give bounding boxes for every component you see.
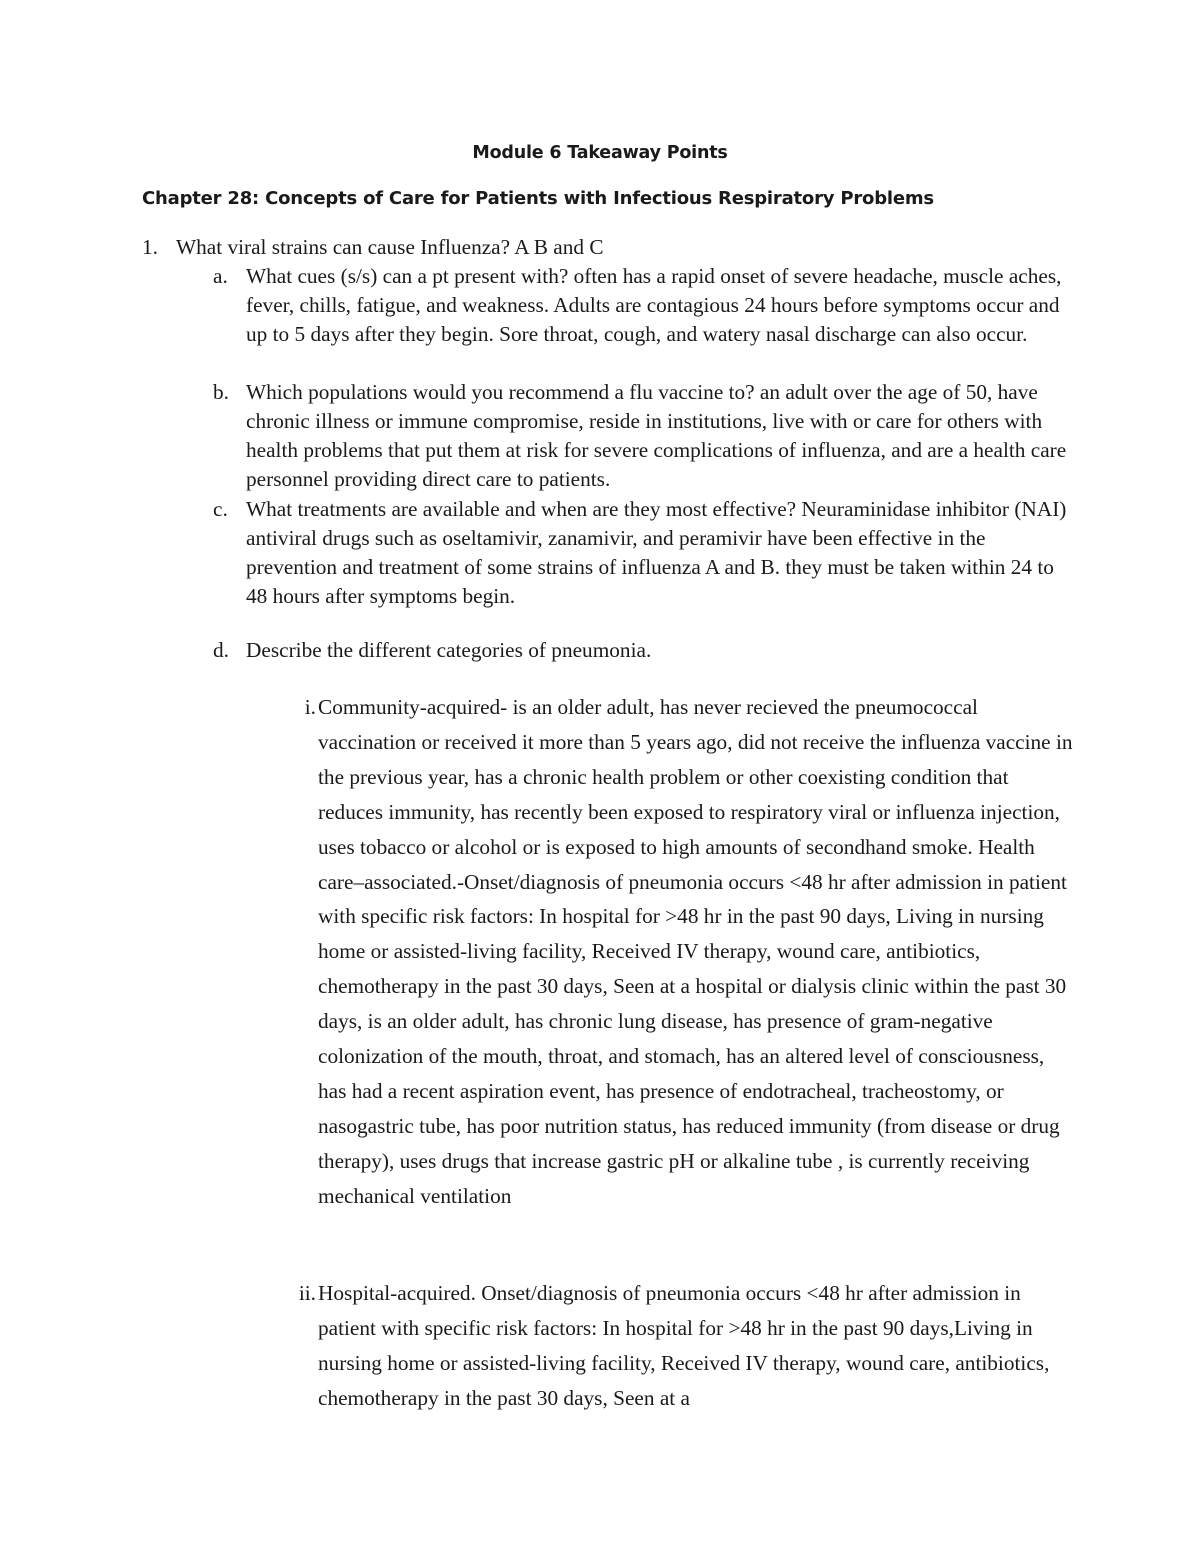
sub-item-text: Describe the different categories of pneumonia. [246,638,652,662]
roman-item-text: Community-acquired- is an older adult, has never recieved the pneumococcal vaccination or received it more than 5 years ago, did not receive the influenza vaccine in the previous year, has a chronic health problem or other coexisting condition that reduces immunity, has recently been exposed to respiratory viral or influenza injection, uses tobacco or alcohol or is exposed to high amounts of secondhand smoke. Health care–associated.-Onset/diagnosis of pneumonia occurs <48 hr after admission in patient with specific risk factors: In hospital for >48 hr in the past 90 days, Living in nursing home or assisted-living facility, Received IV therapy, wound care, antibiotics, chemotherapy in the past 30 days, Seen at a hospital or dialysis clinic within the past 30 days, is an older adult, has chronic lung disease, has presence of gram-negative colonization of the mouth, throat, and stomach, has an altered level of consciousness, has had a recent aspiration event, has presence of endotracheal, tracheostomy, or nasogastric tube, has poor nutrition status, has reduced immunity (from disease or drug therapy), uses drugs that increase gastric pH or alkaline tube , is currently receiving mechanical ventilation [318,695,1073,1208]
roman-item-text: Hospital-acquired. Onset/diagnosis of pneumonia occurs <48 hr after admission in patient with specific risk factors: In hospital for >48 hr in the past 90 days,Living in nursing home or assisted-living facility, Received IV therapy, wound care, antibiotics, chemotherapy in the past 30 days, Seen at a [318,1281,1050,1410]
sub-item-text: What treatments are available and when are they most effective? Neuraminidase inhibitor (NAI) antiviral drugs such as oseltamivir, zanamivir, and peramivir have been effective in the prevention and treatment of some strains of influenza A and B. they must be taken within 24 to 48 hours after symptoms begin. [246,497,1067,609]
sub-item-marker: a. [213,264,228,288]
sub-item-marker: b. [213,380,229,404]
sub-item-a [213,262,1073,349]
sub-item-b [213,378,1073,494]
roman-item-i [284,690,1074,1214]
chapter-heading: Chapter 28: Concepts of Care for Patients with Infectious Respiratory Problems [142,188,934,209]
sub-item-text: Which populations would you recommend a flu vaccine to? an adult over the age of 50, have chronic illness or immune compromise, reside in institutions, live with or care for others with health problems that put them at risk for severe complications of influenza, and are a health care personnel providing direct care to patients. [246,380,1067,492]
sub-item-text: What cues (s/s) can a pt present with? often has a rapid onset of severe headache, muscle aches, fever, chills, fatigue, and weakness. Adults are contagious 24 hours before symptoms occur and up to 5 days after they begin. Sore throat, cough, and watery nasal discharge can also occur. [246,264,1062,347]
document-title: Module 6 Takeaway Points [472,143,728,163]
list-item-number: 1. [142,235,158,259]
sub-item-marker: d. [213,638,229,662]
list-item-text: What viral strains can cause Influenza? A B and C [176,235,604,259]
sub-item-c [213,495,1073,611]
roman-item-ii [284,1276,1074,1416]
roman-item-marker: ii. [298,1281,316,1305]
roman-item-marker: i. [304,695,316,719]
sub-item-marker: c. [213,497,228,521]
sub-item-d [213,636,1073,665]
